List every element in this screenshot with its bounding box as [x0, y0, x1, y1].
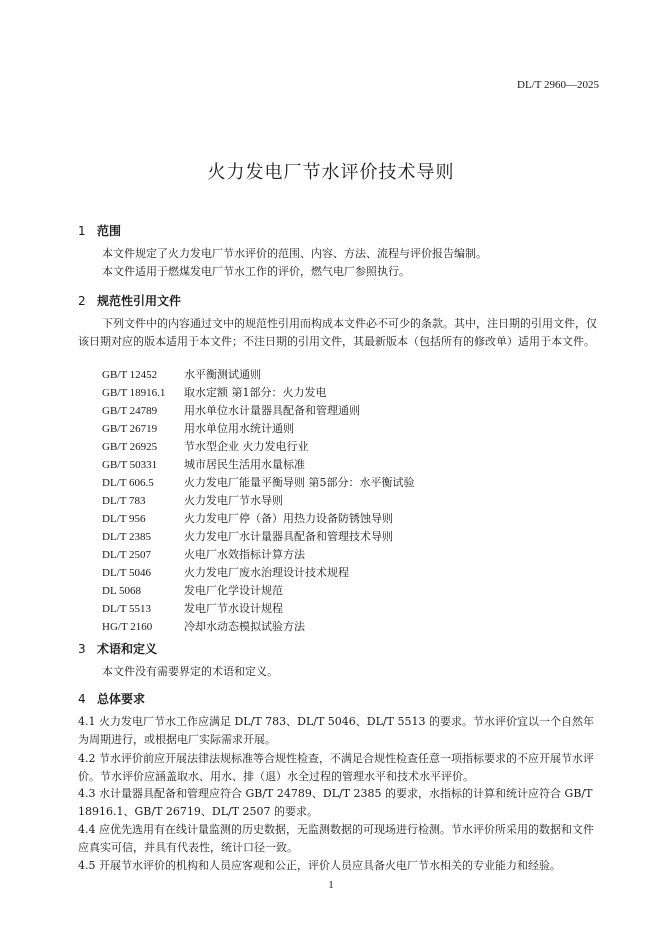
section-title: 范围 — [97, 224, 122, 238]
reference-item — [102, 366, 602, 384]
section-title: 总体要求 — [97, 692, 146, 706]
reference-code: DL/T 606.5 — [102, 477, 154, 489]
reference-title: 用水单位用水统计通则 — [184, 422, 294, 435]
section-heading-normative-references — [78, 292, 181, 309]
section-number: 4 — [78, 692, 86, 706]
section-heading-terms — [78, 640, 157, 657]
reference-item — [102, 456, 602, 474]
reference-title: 火力发电厂节水导则 — [184, 494, 283, 507]
reference-item — [102, 528, 602, 546]
section-title: 术语和定义 — [97, 642, 158, 656]
reference-item — [102, 618, 602, 636]
scope-paragraph-2: 本文件适用于燃煤发电厂节水工作的评价，燃气电厂参照执行。 — [102, 265, 410, 278]
reference-title: 火电厂水效指标计算方法 — [184, 548, 305, 561]
reference-code: HG/T 2160 — [102, 621, 153, 633]
references-intro: 下列文件中的内容通过文中的规范性引用而构成本文件必不可少的条款。其中，注日期的引用文件，仅该日期对应的版本适用于本文件；不注日期的引用文件，其最新版本（包括所有的修改单）适用于本文件。 — [78, 317, 597, 348]
reference-title: 火力发电厂水计量器具配备和管理技术导则 — [184, 530, 393, 543]
reference-item — [102, 564, 602, 582]
clause-4-5: 4.5 开展节水评价的机构和人员应客观和公正，评价人员应具备火电厂节水相关的专业能力和经验。 — [78, 859, 561, 872]
reference-code: GB/T 12452 — [102, 369, 158, 381]
reference-title: 发电厂化学设计规范 — [184, 584, 283, 597]
section-heading-general-requirements — [78, 690, 145, 707]
reference-code: DL/T 783 — [102, 495, 146, 507]
reference-code: GB/T 26925 — [102, 441, 158, 453]
reference-item — [102, 546, 602, 564]
terms-paragraph: 本文件没有需要界定的术语和定义。 — [102, 665, 278, 678]
reference-title: 节水型企业 火力发电行业 — [184, 440, 309, 453]
reference-item — [102, 402, 602, 420]
reference-code: GB/T 24789 — [102, 405, 158, 417]
section-number: 3 — [78, 642, 86, 656]
section-number: 1 — [78, 224, 86, 238]
reference-item — [102, 384, 602, 402]
reference-code: DL/T 2507 — [102, 549, 151, 561]
reference-title: 取水定额 第1部分：火力发电 — [184, 386, 327, 399]
reference-item — [102, 510, 602, 528]
reference-code: DL/T 5513 — [102, 603, 151, 615]
clause-4-2: 4.2 节水评价前应开展法律法规标准等合规性检查，不满足合规性检查任意一项指标要求的不应开展节水评价。节水评价应涵盖取水、用水、排（退）水全过程的管理水平和技术水平评价。 — [78, 752, 594, 783]
reference-item — [102, 438, 602, 456]
section-number: 2 — [78, 294, 86, 308]
reference-code: GB/T 18916.1 — [102, 387, 166, 399]
reference-item — [102, 492, 602, 510]
reference-code: GB/T 26719 — [102, 423, 158, 435]
reference-item — [102, 420, 602, 438]
document-code: DL/T 2960—2025 — [517, 79, 599, 91]
section-heading-scope — [78, 222, 121, 239]
reference-code: DL/T 2385 — [102, 531, 151, 543]
reference-title: 用水单位水计量器具配备和管理通则 — [184, 404, 360, 417]
scope-paragraph-1: 本文件规定了火力发电厂节水评价的范围、内容、方法、流程与评价报告编制。 — [102, 247, 487, 260]
reference-title: 火力发电厂废水治理设计技术规程 — [184, 566, 349, 579]
reference-title: 冷却水动态模拟试验方法 — [184, 620, 305, 633]
reference-code: GB/T 50331 — [102, 459, 158, 471]
reference-title: 火力发电厂能量平衡导则 第5部分：水平衡试验 — [184, 476, 415, 489]
clause-4-1: 4.1 火力发电厂节水工作应满足 DL/T 783、DL/T 5046、DL/T 5513 的要求。节水评价宜以一个自然年为周期进行，或根据电厂实际需求开展。 — [78, 715, 594, 746]
reference-code: DL 5068 — [102, 585, 142, 597]
reference-item — [102, 582, 602, 600]
reference-code: DL/T 5046 — [102, 567, 151, 579]
reference-item — [102, 600, 602, 618]
reference-list — [102, 366, 602, 636]
clause-4-3: 4.3 水计量器具配备和管理应符合 GB/T 24789、DL/T 2385 的要求，水指标的计算和统计应符合 GB/T 18916.1、GB/T 26719、DL/T 2507 的要求。 — [78, 787, 593, 818]
page-number: 1 — [328, 879, 334, 891]
reference-title: 城市居民生活用水量标准 — [184, 458, 305, 471]
clause-4-4: 4.4 应优先选用有在线计量监测的历史数据，无监测数据的可现场进行检测。节水评价所采用的数据和文件应真实可信，并具有代表性，统计口径一致。 — [78, 823, 594, 854]
reference-item — [102, 474, 602, 492]
reference-title: 水平衡测试通则 — [184, 368, 261, 381]
section-title: 规范性引用文件 — [97, 294, 182, 308]
reference-title: 火力发电厂停（备）用热力设备防锈蚀导则 — [184, 512, 393, 525]
reference-code: DL/T 956 — [102, 513, 146, 525]
document-title: 火力发电厂节水评价技术导则 — [207, 162, 455, 183]
reference-title: 发电厂节水设计规程 — [184, 602, 283, 615]
